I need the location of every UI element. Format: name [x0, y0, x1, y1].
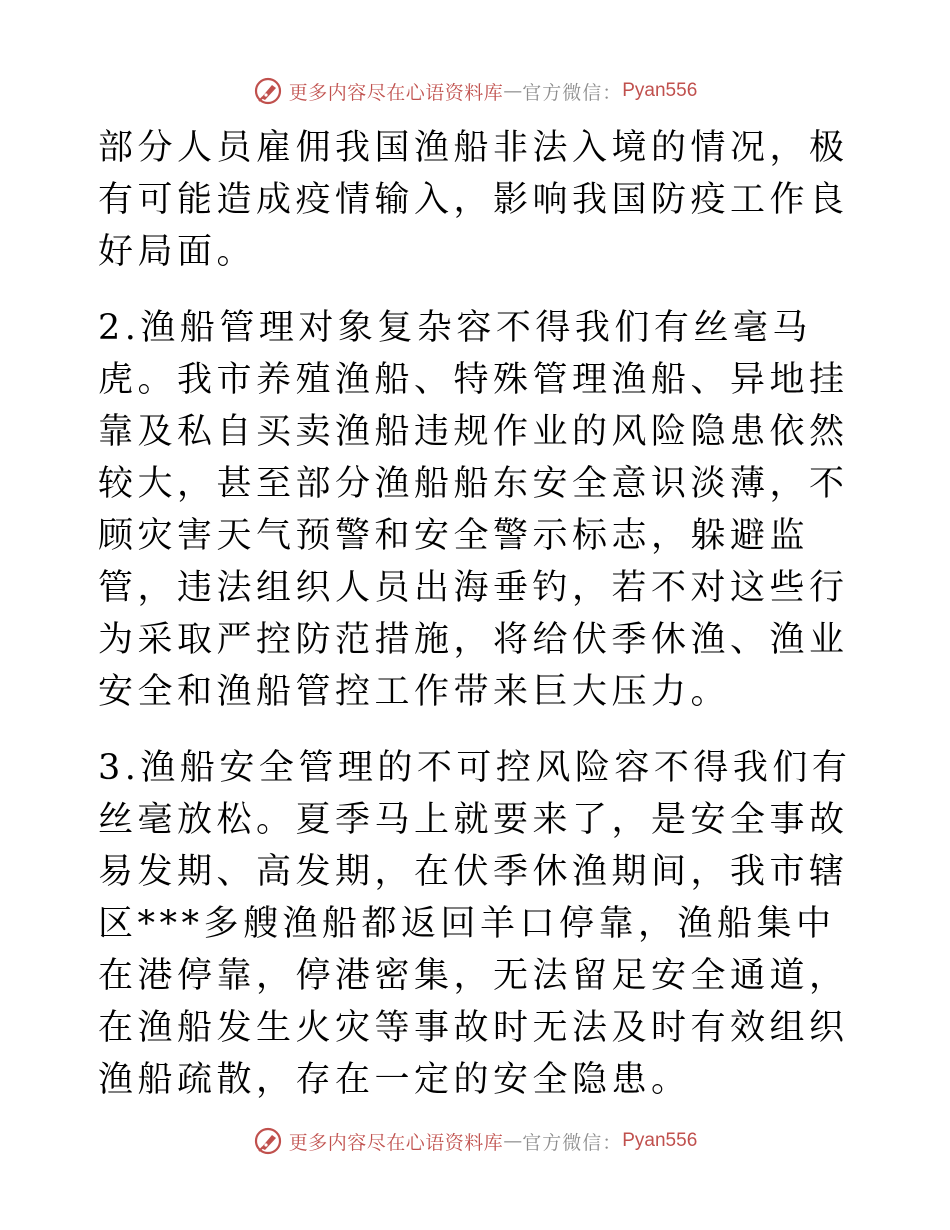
page-footer — [0, 1124, 950, 1158]
page-header — [0, 74, 950, 108]
pen-nib-logo-icon — [253, 76, 283, 106]
footer-wechat-label: 官方微信： — [522, 1131, 623, 1154]
paragraph-1: 部分人员雇佣我国渔船非法入境的情况，极有可能造成疫情输入，影响我国防疫工作良好局面。 — [98, 128, 849, 272]
footer-wechat-id: Pyan556 — [622, 1130, 698, 1151]
header-separator: — — [503, 80, 523, 102]
pen-nib-logo-icon — [253, 1126, 283, 1156]
paragraph-2: 2.渔船管理对象复杂容不得我们有丝毫马虎。我市养殖渔船、特殊管理渔船、异地挂靠及私自买卖渔船违规作业的风险隐患依然较大，甚至部分渔船船东安全意识淡薄，不顾灾害天气预警和安全警示标志，躲避监管，违法组织人员出海垂钓，若不对这些行为采取严控防范措施，将给伏季休渔、渔业安全和渔船管控工作带来巨大压力。 — [98, 308, 849, 712]
header-brand-text: 更多内容尽在心语资料库 — [288, 81, 504, 104]
paragraph-3: 3.渔船安全管理的不可控风险容不得我们有丝毫放松。夏季马上就要来了，是安全事故易发期、高发期，在伏季休渔期间，我市辖区***多艘渔船都返回羊口停靠，渔船集中在港停靠，停港密集，无法留足安全通道，在渔船发生火灾等事故时无法及时有效组织渔船疏散，存在一定的安全隐患。 — [98, 748, 852, 1100]
footer-brand-text: 更多内容尽在心语资料库 — [288, 1131, 504, 1154]
header-wechat-label: 官方微信： — [522, 81, 623, 104]
header-wechat-id: Pyan556 — [622, 80, 698, 101]
footer-separator: — — [503, 1130, 523, 1152]
document-body — [98, 122, 858, 1130]
